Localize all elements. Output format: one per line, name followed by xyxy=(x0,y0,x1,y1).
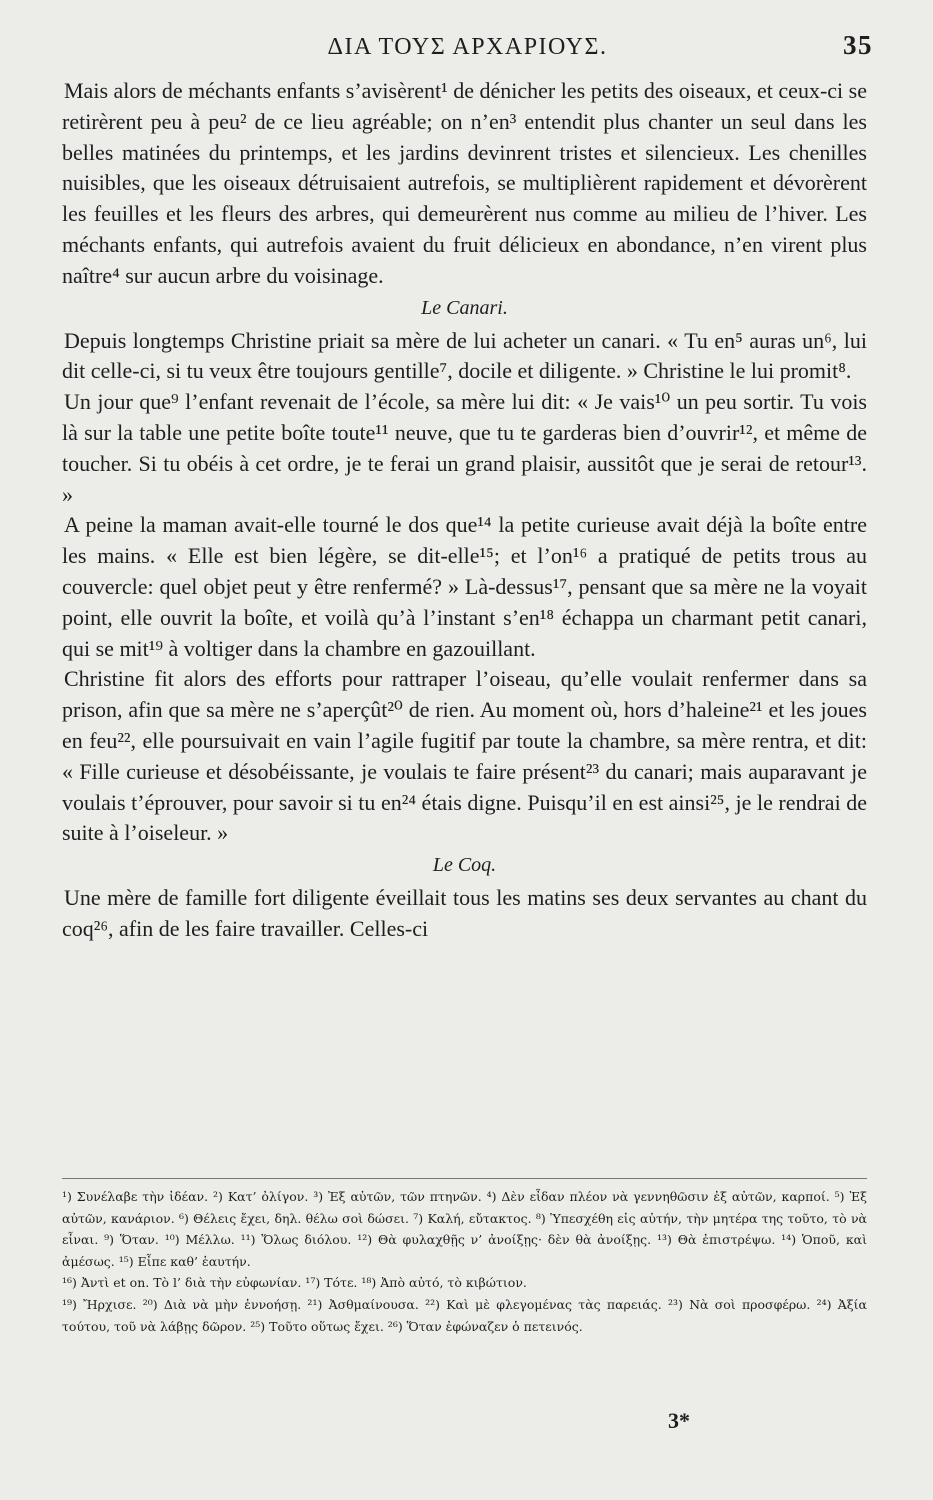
footnote-block: ¹⁶) Ἀντὶ et on. Τὸ l’ διὰ τὴν εὐφωνίαν. ¹⁷) Τότε. ¹⁸) Ἀπὸ αὐτό, τὸ κιβώτιον. xyxy=(62,1275,527,1291)
paragraph: Christine fit alors des efforts pour rattraper l’oiseau, qu’elle voulait renfermer dans sa prison, afin que sa mère ne s’aperçût²⁰ de rien. Au moment où, hors d’haleine²¹ et les joues en feu²², elle poursuivait en vain l’agile fugitif par toute la chambre, sa mère rentra, et dit: « Fille curieuse et désobéissante, je voulais te faire présent²³ du canari; mais auparavant je voulais t’éprouver, pour savoir si tu en²⁴ étais digne. Puisqu’il en est ainsi²⁵, je le rendrai de suite à l’oiseleur. » xyxy=(62,666,867,846)
page-number: 35 xyxy=(843,30,873,60)
signature-mark: 3* xyxy=(668,1408,690,1433)
paragraph: Depuis longtemps Christine priait sa mère de lui acheter un canari. « Tu en⁵ auras un⁶, lui dit celle-ci, si tu veux être toujours gentille⁷, docile et diligente. » Christine le lui promit⁸. xyxy=(62,327,867,384)
paragraph: Une mère de famille fort diligente éveillait tous les matins ses deux servantes au chant du coq²⁶, afin de les faire travailler. Celles-ci xyxy=(62,885,867,941)
main-text xyxy=(62,76,867,945)
section-heading-canari: Le Canari. xyxy=(421,296,508,319)
paragraph: Mais alors de méchants enfants s’avisèrent¹ de dénicher les petits des oiseaux, et ceux-ci se retirèrent peu à peu² de ce lieu agréable; on n’en³ entendit plus chanter un seul dans les belles matinées du printemps, et les jardins devinrent tristes et silencieux. Les chenilles nuisibles, que les oiseaux détruisaient autrefois, se multiplièrent rapidement et dévorèrent les feuilles et les fleurs des arbres, qui demeurèrent nus comme au milieu de l’hiver. Les méchants enfants, qui autrefois avaient du fruit délicieux en abondance, n’en virent plus naître⁴ sur aucun arbre du voisinage. xyxy=(62,78,867,288)
paragraph: Un jour que⁹ l’enfant revenait de l’école, sa mère lui dit: « Je vais¹⁰ un peu sortir. Tu vois là sur la table une petite boîte toute¹¹ neuve, que tu te garderas bien d’ouvrir¹², et même de toucher. Si tu obéis à cet ordre, je te ferai un grand plaisir, aussitôt que je serai de retour¹³. » xyxy=(62,389,867,507)
footnote-block: ¹) Συνέλαβε τὴν ἰδέαν. ²) Κατ’ ὀλίγον. ³) Ἐξ αὐτῶν, τῶν πτηνῶν. ⁴) Δὲν εἶδαν πλέον νὰ γεννηθῶσιν ἐξ αὐτῶν, καρποί. ⁵) Ἐξ αὐτῶν, κανάριον. ⁶) Θέλεις ἔχει, δηλ. θέλω σοὶ δώσει. ⁷) Καλή, εὔτακτος. ⁸) Ὑπεσχέθη εἰς αὐτήν, τὴν μητέρα της τοῦτο, τὸ νὰ εἶναι. ⁹) Ὅταν. ¹⁰) Μέλλω. ¹¹) Ὅλως διόλου. ¹²) Θὰ φυλαχθῇς ν’ ἀνοίξῃς· δὲν θὰ ἀνοίξῃς. ¹³) Θὰ ἐπιστρέψω. ¹⁴) Ὁποῦ, καὶ ἀμέσως. ¹⁵) Εἶπε καθ’ ἑαυτήν. xyxy=(62,1189,867,1269)
footnote-block: ¹⁹) Ἤρχισε. ²⁰) Διὰ νὰ μὴν ἐννοήσῃ. ²¹) Ἀσθμαίνουσα. ²²) Καὶ μὲ φλεγομένας τὰς παρειάς. ²³) Νὰ σοὶ προσφέρω. ²⁴) Ἀξία τούτου, τοῦ νὰ λάβῃς δῶρον. ²⁵) Τοῦτο οὕτως ἔχει. ²⁶) Ὅταν ἐφώναζεν ὁ πετεινός. xyxy=(62,1296,867,1334)
page-title: ΔΙΑ ΤΟΥΣ ΑΡΧΑΡΙΟΥΣ. xyxy=(327,34,608,60)
paragraph: A peine la maman avait-elle tourné le dos que¹⁴ la petite curieuse avait déjà la boîte entre les mains. « Elle est bien légère, se dit-elle¹⁵; et l’on¹⁶ a pratiqué de petits trous au couvercle: quel objet peut y être renfermé? » Là-dessus¹⁷, pensant que sa mère ne la voyait point, elle ouvrit la boîte, et voilà qu’à l’instant s’en¹⁸ échappa un charmant petit canari, qui se mit¹⁹ à voltiger dans la chambre en gazouillant. xyxy=(62,512,867,661)
running-header xyxy=(62,30,873,70)
section-heading-coq: Le Coq. xyxy=(432,854,497,877)
footnotes xyxy=(62,1186,867,1337)
footnote-divider xyxy=(62,1178,867,1179)
